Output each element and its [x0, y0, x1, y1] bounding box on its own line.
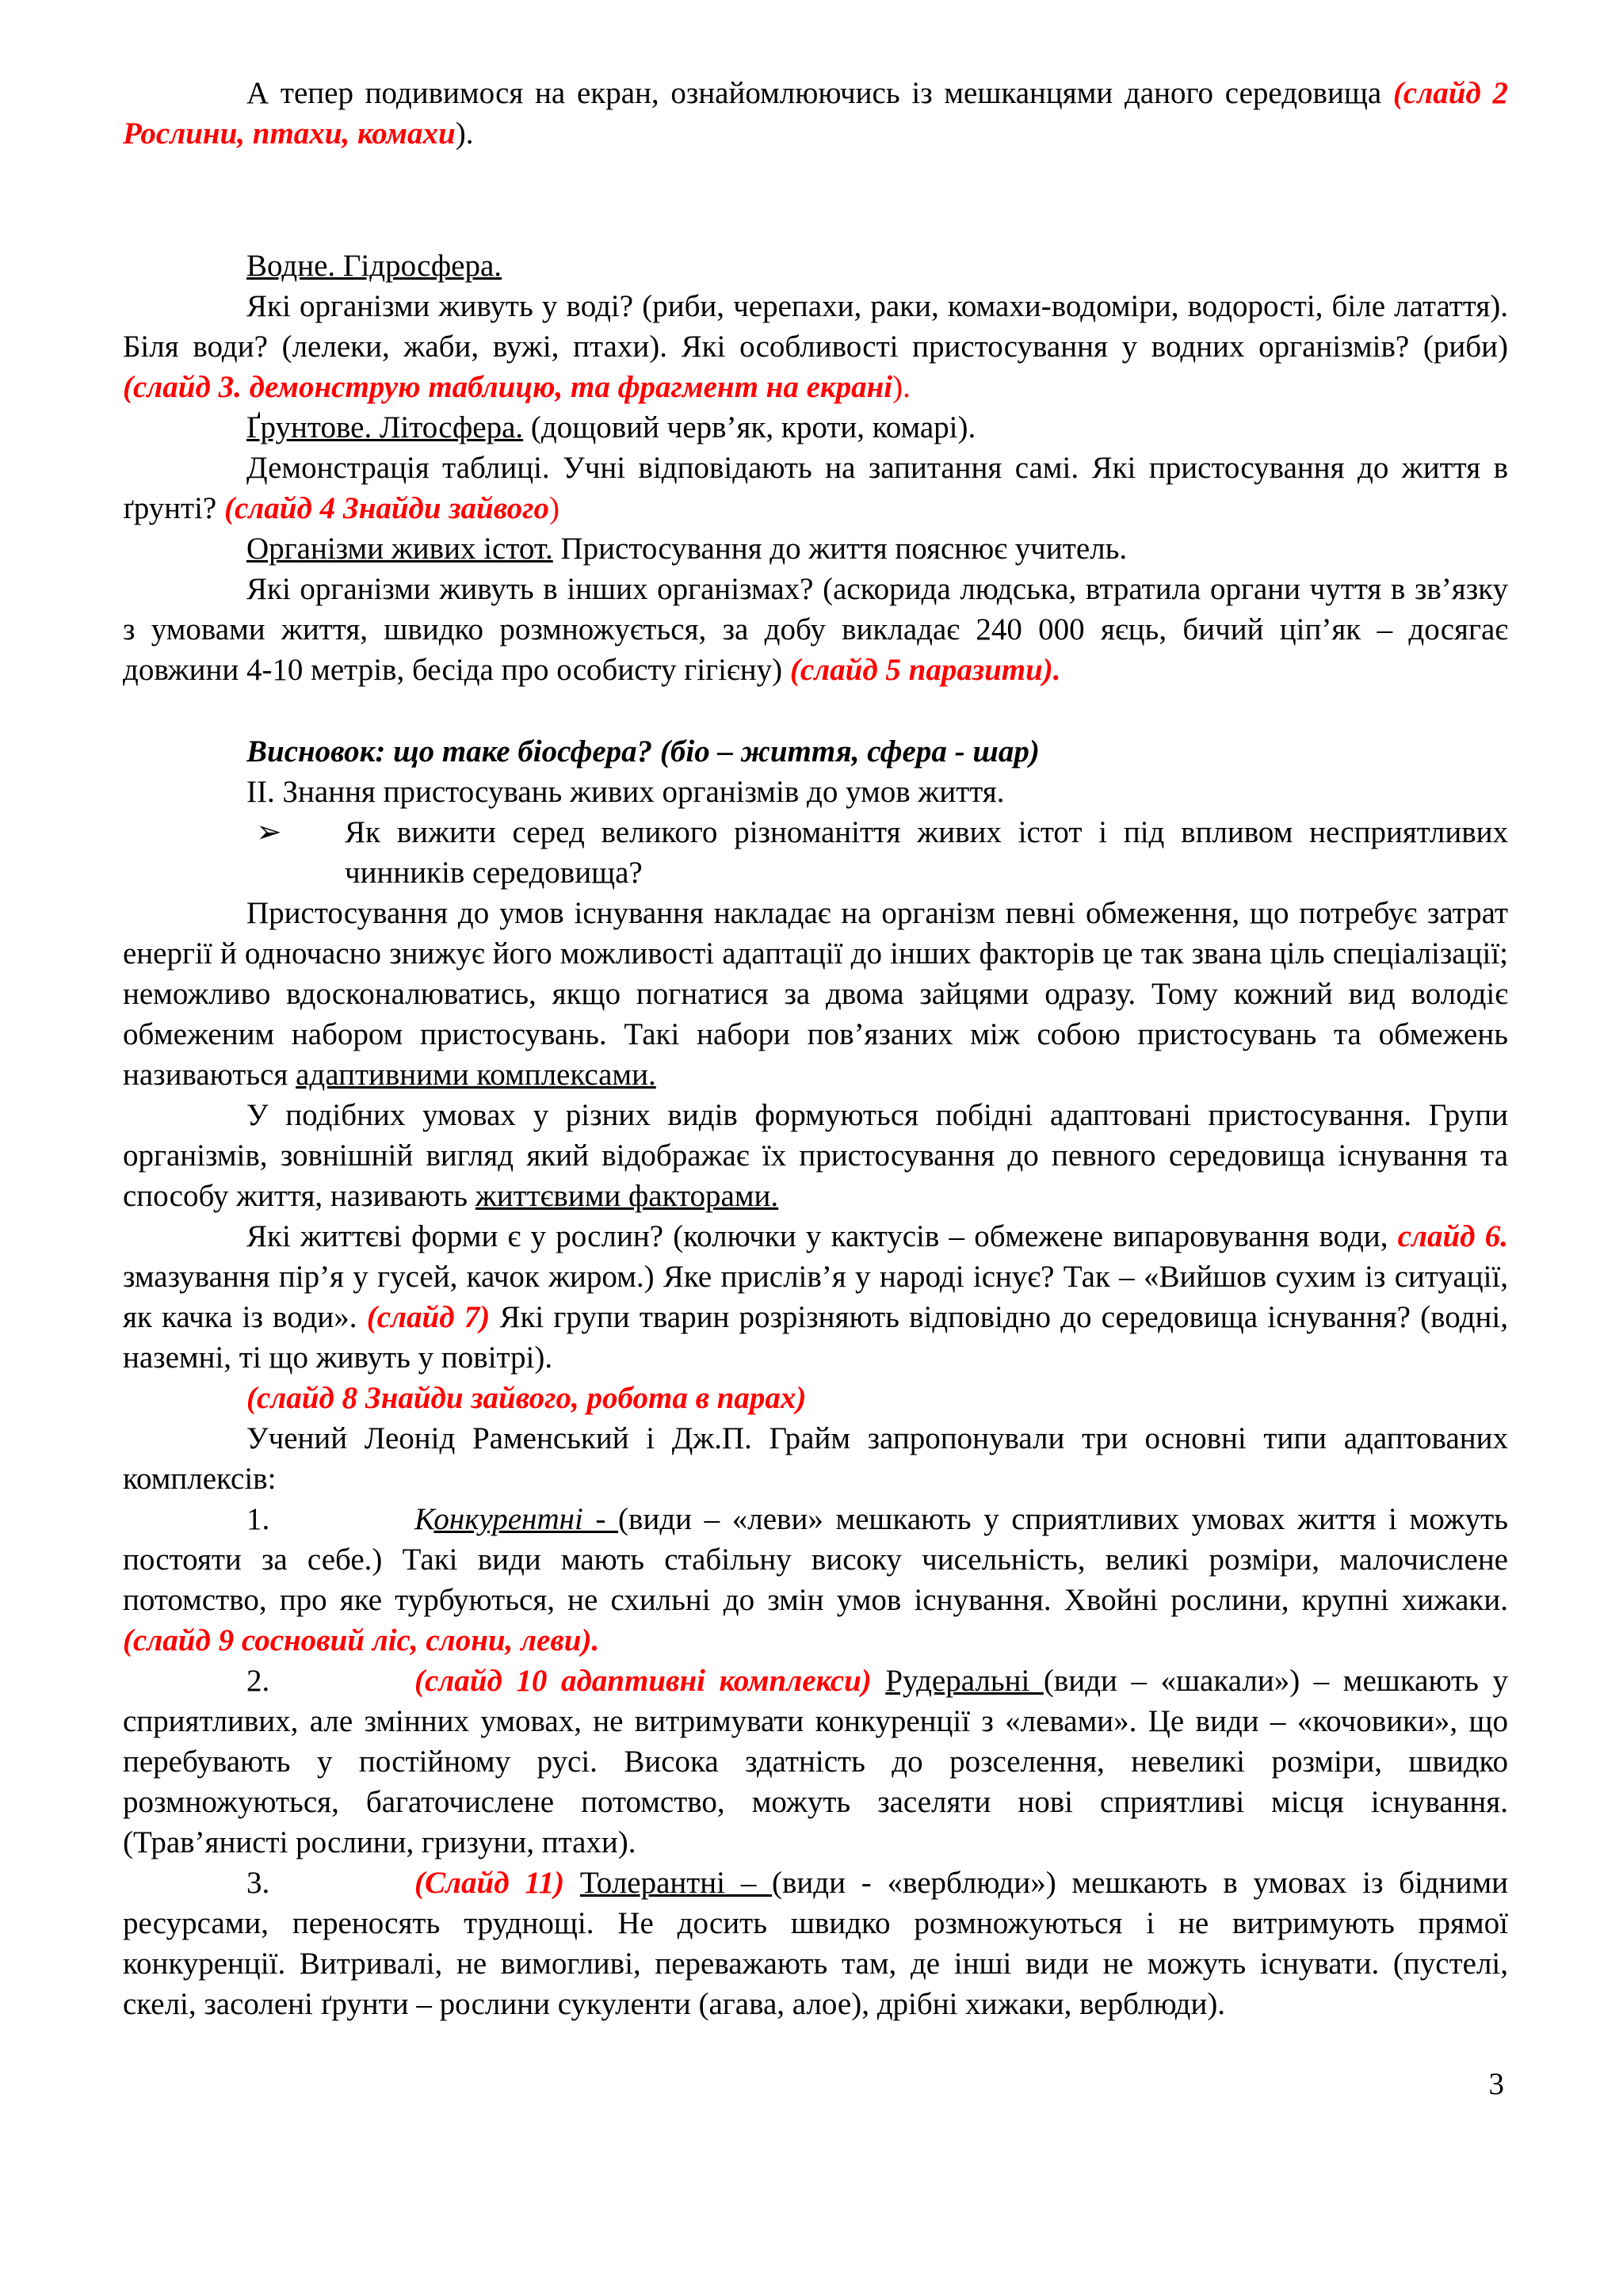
page-number: 3: [1488, 2067, 1504, 2101]
paragraph-adaptation: Пристосування до умов існування накладає на організм певні обмеження, що потребує затрат енергії й одночасно знижує його можливості адаптації до інших факторів це так звана ціль спеціалізації; неможливо вдосконалюватись, якщо погнатися за двома зайцями одразу. Тому кожний вид володіє обмеженим набором пристосувань. Такі набори пов’язаних між собою пристосувань та обмежень називаються адаптивними комплексами.: [123, 896, 1508, 1092]
slide-ref: (слайд 4 Знайди зайвого: [224, 491, 550, 525]
bullet-item: ➢ Як вижити серед великого різноманіття живих істот і під впливом несприятливих чинників середовища?: [123, 812, 1508, 893]
section-heading: ІІ. Знання пристосувань живих організмів до умов життя.: [246, 775, 1005, 809]
paragraph-table-demo: Демонстрація таблиці. Учні відповідають на запитання самі. Які пристосування до життя в ґрунті? (слайд 4 Знайди зайвого): [123, 451, 1508, 525]
paragraph-parasites: Які організми живуть в інших організмах? (аскорида людська, втратила органи чуття в зв’язку з умовами життя, швидко розмножується, за добу викладає 240 000 яєць, бичий ціп’як – досягає довжини 4-10 метрів, бесіда про особисту гігієну) (слайд 5 паразити).: [123, 572, 1508, 687]
paragraph-life-forms: Які життєві форми є у рослин? (колючки у кактусів – обмежене випаровування води, слайд 6. змазування пір’я у гусей, качок жиром.) Яке прислів’я у народі існує? Так – «Вийшов сухим із ситуації, як качка із води». (слайд 7) Які групи тварин розрізняють відповідно до середовища існування? (водні, наземні, ті що живуть у повітрі).: [123, 1219, 1508, 1375]
spacer: [123, 154, 1508, 246]
list-item-1: 1. Конкурентні - (види – «леви» мешкають у сприятливих умовах життя і можуть постояти за себе.) Такі види мають стабільну високу чисельність, великі розміри, малочислене потомство, про яке турбуються, не схильні до змін умов існування. Хвойні рослини, крупні хижаки. (слайд 9 сосновий ліс, слони, леви).: [123, 1502, 1508, 1657]
slide-ref: (слайд 2 Рослини, птахи, комахи: [123, 76, 1508, 151]
paragraph-intro: А тепер подивимося на екран, ознайомлюючись із мешканцями даного середовища (слайд 2 Рослини, птахи, комахи).: [123, 76, 1508, 151]
list-item-2: 2. (слайд 10 адаптивні комплекси) Рудеральні (види – «шакали») – мешкають у сприятливих, але змінних умовах, не витримувати конкуренції з «левами». Це види – «кочовики», що перебувають у постійному русі. Висока здатність до розселення, невеликі розміри, швидко розмножуються, багаточислене потомство, можуть заселяти нові сприятливі місця існування. (Трав’янисті рослини, гризуни, птахи).: [123, 1664, 1509, 1859]
paragraph-organisms: Організми живих істот. Пристосування до життя пояснює учитель.: [246, 532, 1128, 566]
conclusion: Висновок: що таке біосфера? (біо – життя, сфера - шар): [246, 734, 1040, 769]
slide-ref: (слайд 5 паразити).: [789, 653, 1061, 687]
heading-water: Водне. Гідросфера.: [246, 249, 502, 283]
list-item-3: 3. (Слайд 11) Толерантні – (види - «верблюди») мешкають в умовах із бідними ресурсами, переносять труднощі. Не досить швидко розмножуються і не витримують прямої конкуренції. Витривалі, не вимогливі, переважають там, де інші види не можуть існувати. (пустелі, скелі, засолені ґрунти – рослини сукуленти (агава, алое), дрібні хижаки, верблюди).: [123, 1866, 1508, 2021]
document-page: [123, 73, 1508, 2024]
slide-ref: слайд 6.: [1397, 1219, 1508, 1253]
paragraph-water: Які організми живуть у воді? (риби, черепахи, раки, комахи-водоміри, водорості, біле латаття). Біля води? (лелеки, жаби, вужі, птахи). Які особливості пристосування у водних організмів? (риби) (слайд 3. демонструю таблицю, та фрагмент на екрані).: [123, 289, 1508, 404]
slide-ref: (слайд 10 адаптивні комплекси): [414, 1664, 872, 1698]
slide-ref: (слайд 3. демонструю таблицю, та фрагмент на екрані: [123, 370, 893, 404]
spacer: [123, 690, 1508, 731]
slide-ref: (Слайд 11): [414, 1866, 565, 1900]
paragraph-soil: Ґрунтове. Літосфера. (дощовий черв’як, кроти, комарі).: [246, 410, 976, 444]
slide-ref: (слайд 9 сосновий ліс, слони, леви).: [123, 1623, 600, 1657]
paragraph-scientists: Учений Леонід Раменський і Дж.П. Грайм запропонували три основні типи адаптованих комплексів:: [123, 1421, 1508, 1496]
paragraph-similar: У подібних умовах у різних видів формуються побідні адаптовані пристосування. Групи організмів, зовнішній вигляд який відображає їх пристосування до певного середовища існування та способу життя, називають життєвими факторами.: [123, 1098, 1508, 1213]
arrow-bullet-icon: ➢: [256, 815, 282, 849]
slide-8-note: (слайд 8 Знайди зайвого, робота в парах): [246, 1381, 807, 1415]
slide-ref: (слайд 7): [366, 1300, 491, 1334]
